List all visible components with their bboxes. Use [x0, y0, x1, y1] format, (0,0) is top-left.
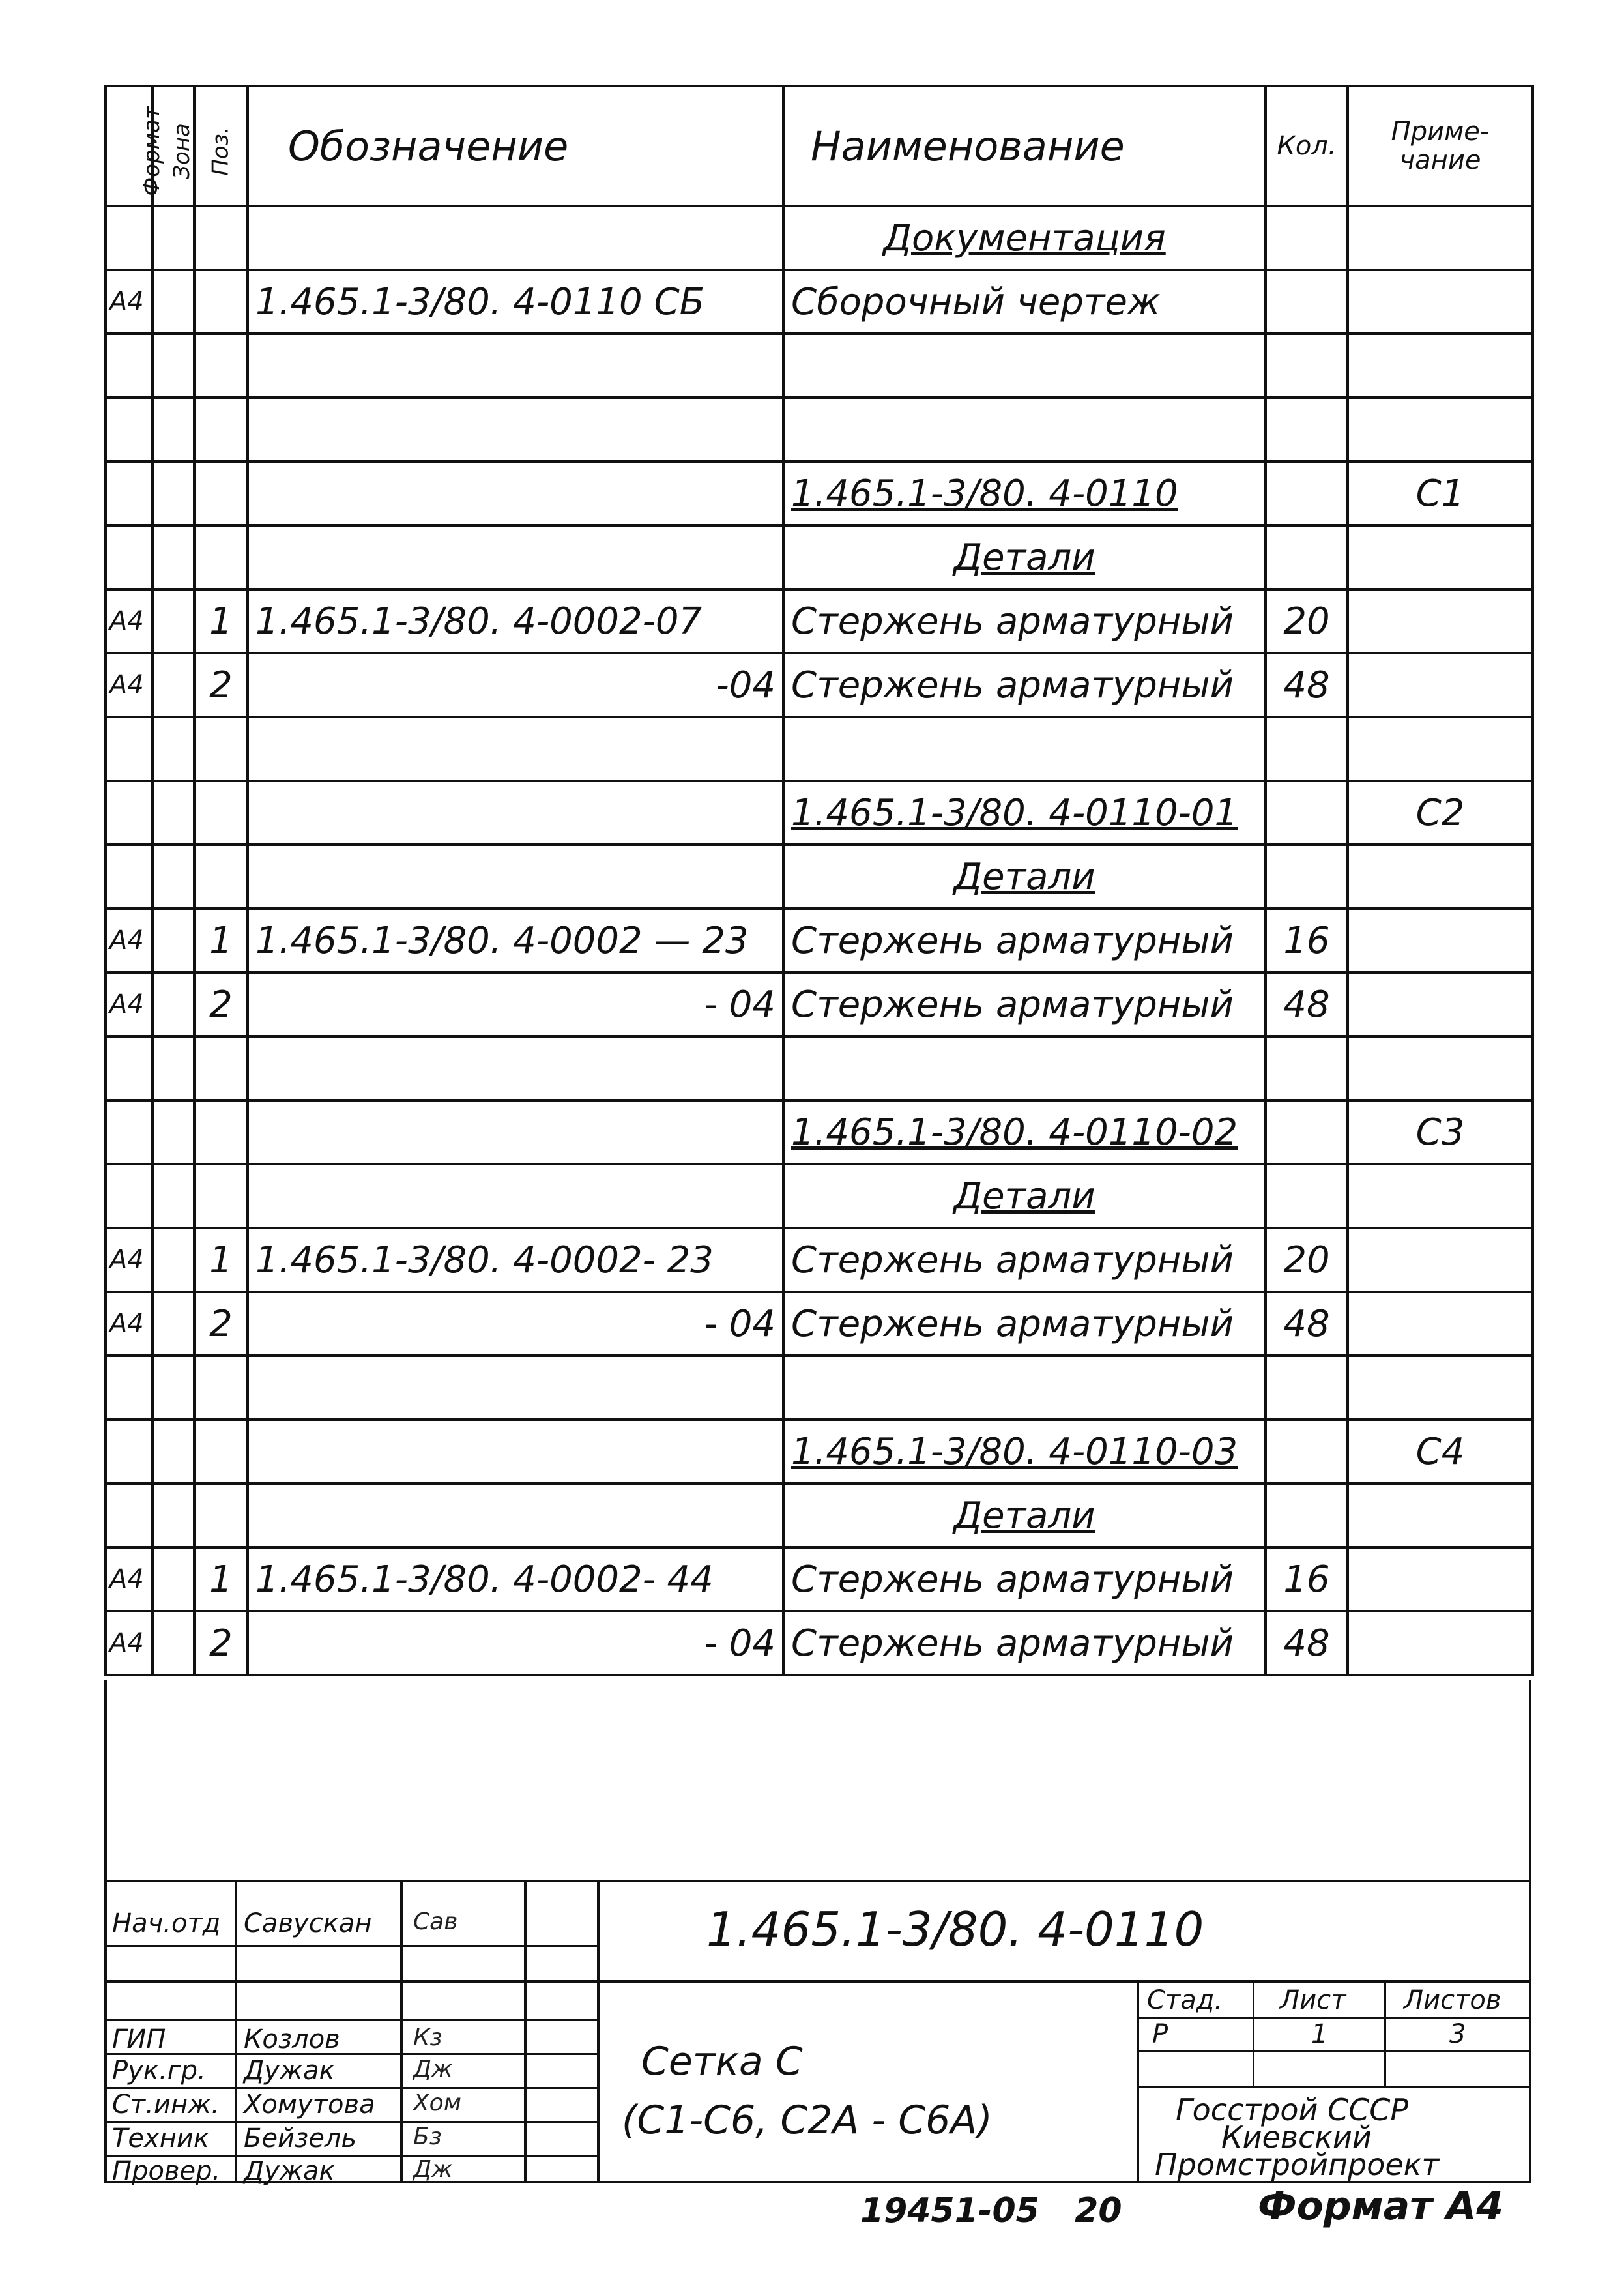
note-cell [1348, 270, 1533, 334]
staff-role: Ст.инж. [112, 2090, 220, 2120]
name-cell: Стержень арматурный [783, 1228, 1266, 1292]
title-block [104, 1882, 1531, 2186]
pos-cell: 1 [194, 909, 248, 972]
zone-cell [152, 206, 194, 270]
staff-signature: Бз [413, 2123, 442, 2150]
pos-cell [194, 1483, 248, 1547]
pos-cell [194, 206, 248, 270]
sheets-value: 3 [1449, 2019, 1466, 2049]
zone-cell [152, 1611, 194, 1675]
stage-value: Р [1152, 2019, 1168, 2049]
pos-cell [194, 525, 248, 589]
note-cell [1348, 206, 1533, 270]
designation-cell [248, 1420, 783, 1483]
pos-cell: 1 [194, 589, 248, 653]
table-row [106, 909, 1533, 972]
table-row [106, 1292, 1533, 1356]
name-cell: Стержень арматурный [783, 1292, 1266, 1356]
format-cell: А4 [106, 909, 152, 972]
blank-area [104, 1680, 1531, 1882]
designation-cell: 1.465.1-3/80. 4-0002-07 [248, 589, 783, 653]
qty-cell [1266, 1420, 1348, 1483]
qty-cell [1266, 781, 1348, 845]
name-cell: Стержень арматурный [783, 1611, 1266, 1675]
qty-cell [1266, 1036, 1348, 1100]
note-cell: С4 [1348, 1420, 1533, 1483]
name-cell: Документация [783, 206, 1266, 270]
designation-cell [248, 717, 783, 781]
table-row [106, 334, 1533, 398]
header-note: Приме- чание [1348, 86, 1533, 206]
staff-name: Бейзель [244, 2123, 357, 2153]
table-row [106, 1036, 1533, 1100]
org-line1: Госстрой СССР [1176, 2092, 1409, 2127]
staff-signature: Дж [413, 2156, 453, 2183]
designation-cell [248, 398, 783, 461]
zone-cell [152, 589, 194, 653]
name-cell: Стержень арматурный [783, 589, 1266, 653]
qty-cell: 16 [1266, 909, 1348, 972]
note-cell [1348, 1356, 1533, 1420]
zone-cell [152, 270, 194, 334]
specification-table [104, 85, 1534, 1676]
name-cell: 1.465.1-3/80. 4-0110-01 [783, 781, 1266, 845]
format-cell [106, 334, 152, 398]
header-pos: Поз. [194, 86, 248, 206]
format-cell: А4 [106, 1292, 152, 1356]
pos-cell: 1 [194, 1547, 248, 1611]
table-row [106, 1356, 1533, 1420]
name-cell: 1.465.1-3/80. 4-0110-02 [783, 1100, 1266, 1164]
designation-cell: 1.465.1-3/80. 4-0002 — 23 [248, 909, 783, 972]
table-row [106, 1164, 1533, 1228]
staff-name: Козлов [244, 2024, 340, 2054]
pos-cell [194, 781, 248, 845]
sheet-value: 1 [1311, 2019, 1328, 2049]
note-cell [1348, 1228, 1533, 1292]
format-cell [106, 206, 152, 270]
staff-role: Нач.отд [112, 1908, 221, 1938]
zone-cell [152, 1036, 194, 1100]
staff-role: Провер. [112, 2156, 221, 2186]
qty-cell [1266, 717, 1348, 781]
pos-cell [194, 845, 248, 909]
qty-cell [1266, 398, 1348, 461]
staff-name: Дужак [244, 2156, 335, 2186]
qty-cell [1266, 845, 1348, 909]
designation-cell: 1.465.1-3/80. 4-0110 СБ [248, 270, 783, 334]
pos-cell [194, 1164, 248, 1228]
designation-cell [248, 1356, 783, 1420]
staff-signature: Дж [413, 2056, 453, 2082]
table-row [106, 1228, 1533, 1292]
qty-cell [1266, 1164, 1348, 1228]
header-format: Формат [106, 86, 152, 206]
drawing-title-line2: (С1-С6, С2А - С6А) [622, 2097, 993, 2143]
qty-cell: 48 [1266, 972, 1348, 1036]
designation-cell: - 04 [248, 1611, 783, 1675]
staff-name: Савускан [244, 1908, 372, 1938]
designation-cell [248, 845, 783, 909]
staff-signature: Кз [413, 2024, 442, 2051]
designation-cell [248, 525, 783, 589]
header-name: Наименование [783, 86, 1266, 206]
staff-name: Хомутова [244, 2090, 375, 2120]
zone-cell [152, 1420, 194, 1483]
format-cell [106, 717, 152, 781]
staff-role: Рук.гр. [112, 2056, 206, 2086]
zone-cell [152, 653, 194, 717]
note-cell [1348, 334, 1533, 398]
note-cell [1348, 1036, 1533, 1100]
qty-cell [1266, 1356, 1348, 1420]
zone-cell [152, 845, 194, 909]
qty-cell [1266, 334, 1348, 398]
table-row [106, 398, 1533, 461]
format-cell [106, 1100, 152, 1164]
pos-cell [194, 1036, 248, 1100]
staff-role: ГИП [112, 2024, 166, 2054]
pos-cell [194, 461, 248, 525]
note-cell [1348, 1483, 1533, 1547]
table-row [106, 525, 1533, 589]
table-row [106, 972, 1533, 1036]
pos-cell: 2 [194, 1611, 248, 1675]
format-cell [106, 1036, 152, 1100]
qty-cell: 48 [1266, 653, 1348, 717]
name-cell: Детали [783, 525, 1266, 589]
staff-signature: Сав [413, 1908, 458, 1935]
zone-cell [152, 717, 194, 781]
name-cell: Стержень арматурный [783, 653, 1266, 717]
note-cell [1348, 1611, 1533, 1675]
pos-cell [194, 334, 248, 398]
footer-number: 19451-05 20 [860, 2191, 1122, 2230]
designation-cell [248, 461, 783, 525]
table-row [106, 589, 1533, 653]
designation-cell [248, 206, 783, 270]
format-cell: А4 [106, 1228, 152, 1292]
format-cell [106, 398, 152, 461]
header-qty: Кол. [1266, 86, 1348, 206]
format-cell [106, 845, 152, 909]
designation-cell [248, 1164, 783, 1228]
note-cell [1348, 525, 1533, 589]
name-cell: Детали [783, 1164, 1266, 1228]
footer-page: 20 [1075, 2191, 1122, 2230]
header-zone: Зона [152, 86, 194, 206]
table-row [106, 1420, 1533, 1483]
sheets-label: Листов [1404, 1985, 1501, 2015]
table-row [106, 206, 1533, 270]
name-cell: Сборочный чертеж [783, 270, 1266, 334]
qty-cell: 20 [1266, 589, 1348, 653]
name-cell [783, 398, 1266, 461]
zone-cell [152, 1292, 194, 1356]
designation-cell [248, 781, 783, 845]
designation-cell [248, 1483, 783, 1547]
name-cell: Стержень арматурный [783, 909, 1266, 972]
format-cell: А4 [106, 653, 152, 717]
pos-cell [194, 1420, 248, 1483]
format-cell [106, 781, 152, 845]
qty-cell: 48 [1266, 1611, 1348, 1675]
name-cell [783, 1036, 1266, 1100]
name-cell [783, 334, 1266, 398]
staff-role: Техник [112, 2123, 210, 2153]
designation-cell: - 04 [248, 1292, 783, 1356]
qty-cell [1266, 270, 1348, 334]
note-cell [1348, 1292, 1533, 1356]
pos-cell: 2 [194, 1292, 248, 1356]
note-cell [1348, 653, 1533, 717]
name-cell [783, 717, 1266, 781]
format-cell [106, 1483, 152, 1547]
format-cell [106, 1356, 152, 1420]
pos-cell: 2 [194, 653, 248, 717]
format-cell [106, 1420, 152, 1483]
note-cell [1348, 972, 1533, 1036]
org-line2: Киевский [1221, 2120, 1372, 2155]
stage-label: Стад. [1147, 1985, 1223, 2015]
note-cell [1348, 717, 1533, 781]
pos-cell [194, 717, 248, 781]
table-row [106, 1611, 1533, 1675]
zone-cell [152, 525, 194, 589]
zone-cell [152, 334, 194, 398]
designation-cell [248, 1100, 783, 1164]
zone-cell [152, 1100, 194, 1164]
table-row [106, 1483, 1533, 1547]
zone-cell [152, 781, 194, 845]
designation-cell: 1.465.1-3/80. 4-0002- 44 [248, 1547, 783, 1611]
note-cell: С2 [1348, 781, 1533, 845]
designation-cell [248, 1036, 783, 1100]
table-row [106, 845, 1533, 909]
name-cell: Детали [783, 845, 1266, 909]
format-cell [106, 525, 152, 589]
qty-cell: 16 [1266, 1547, 1348, 1611]
name-cell: Детали [783, 1483, 1266, 1547]
format-cell: А4 [106, 270, 152, 334]
staff-name: Дужак [244, 2056, 335, 2086]
format-cell: А4 [106, 1547, 152, 1611]
note-cell [1348, 1547, 1533, 1611]
name-cell: Стержень арматурный [783, 1547, 1266, 1611]
table-row [106, 1547, 1533, 1611]
org-line3: Промстройпроект [1155, 2147, 1440, 2182]
qty-cell [1266, 1483, 1348, 1547]
table-row [106, 461, 1533, 525]
note-cell [1348, 909, 1533, 972]
pos-cell [194, 270, 248, 334]
qty-cell [1266, 461, 1348, 525]
qty-cell [1266, 1100, 1348, 1164]
note-cell [1348, 589, 1533, 653]
table-row [106, 653, 1533, 717]
note-cell: С1 [1348, 461, 1533, 525]
zone-cell [152, 1228, 194, 1292]
designation-cell: -04 [248, 653, 783, 717]
staff-signature: Хом [413, 2090, 461, 2116]
format-cell: А4 [106, 1611, 152, 1675]
qty-cell: 20 [1266, 1228, 1348, 1292]
zone-cell [152, 972, 194, 1036]
designation-cell: - 04 [248, 972, 783, 1036]
name-cell: 1.465.1-3/80. 4-0110-03 [783, 1420, 1266, 1483]
zone-cell [152, 909, 194, 972]
table-row [106, 1100, 1533, 1164]
note-cell: С3 [1348, 1100, 1533, 1164]
header-designation: Обозначение [248, 86, 783, 206]
designation-cell [248, 334, 783, 398]
document-code: 1.465.1-3/80. 4-0110 [706, 1902, 1204, 1957]
footer-format: Формат А4 [1258, 2183, 1504, 2229]
name-cell: Стержень арматурный [783, 972, 1266, 1036]
pos-cell: 1 [194, 1228, 248, 1292]
pos-cell [194, 398, 248, 461]
pos-cell [194, 1100, 248, 1164]
zone-cell [152, 1547, 194, 1611]
name-cell [783, 1356, 1266, 1420]
zone-cell [152, 398, 194, 461]
table-row [106, 781, 1533, 845]
table-row [106, 270, 1533, 334]
zone-cell [152, 1356, 194, 1420]
name-cell: 1.465.1-3/80. 4-0110 [783, 461, 1266, 525]
qty-cell [1266, 206, 1348, 270]
qty-cell: 48 [1266, 1292, 1348, 1356]
zone-cell [152, 1483, 194, 1547]
qty-cell [1266, 525, 1348, 589]
pos-cell: 2 [194, 972, 248, 1036]
note-cell [1348, 398, 1533, 461]
zone-cell [152, 461, 194, 525]
format-cell: А4 [106, 589, 152, 653]
drawing-title-line1: Сетка С [641, 2039, 803, 2084]
sheet-label: Лист [1280, 1985, 1346, 2015]
format-cell: А4 [106, 972, 152, 1036]
pos-cell [194, 1356, 248, 1420]
table-row [106, 717, 1533, 781]
zone-cell [152, 1164, 194, 1228]
format-cell [106, 461, 152, 525]
table-header-row [106, 86, 1533, 206]
note-cell [1348, 845, 1533, 909]
designation-cell: 1.465.1-3/80. 4-0002- 23 [248, 1228, 783, 1292]
note-cell [1348, 1164, 1533, 1228]
format-cell [106, 1164, 152, 1228]
